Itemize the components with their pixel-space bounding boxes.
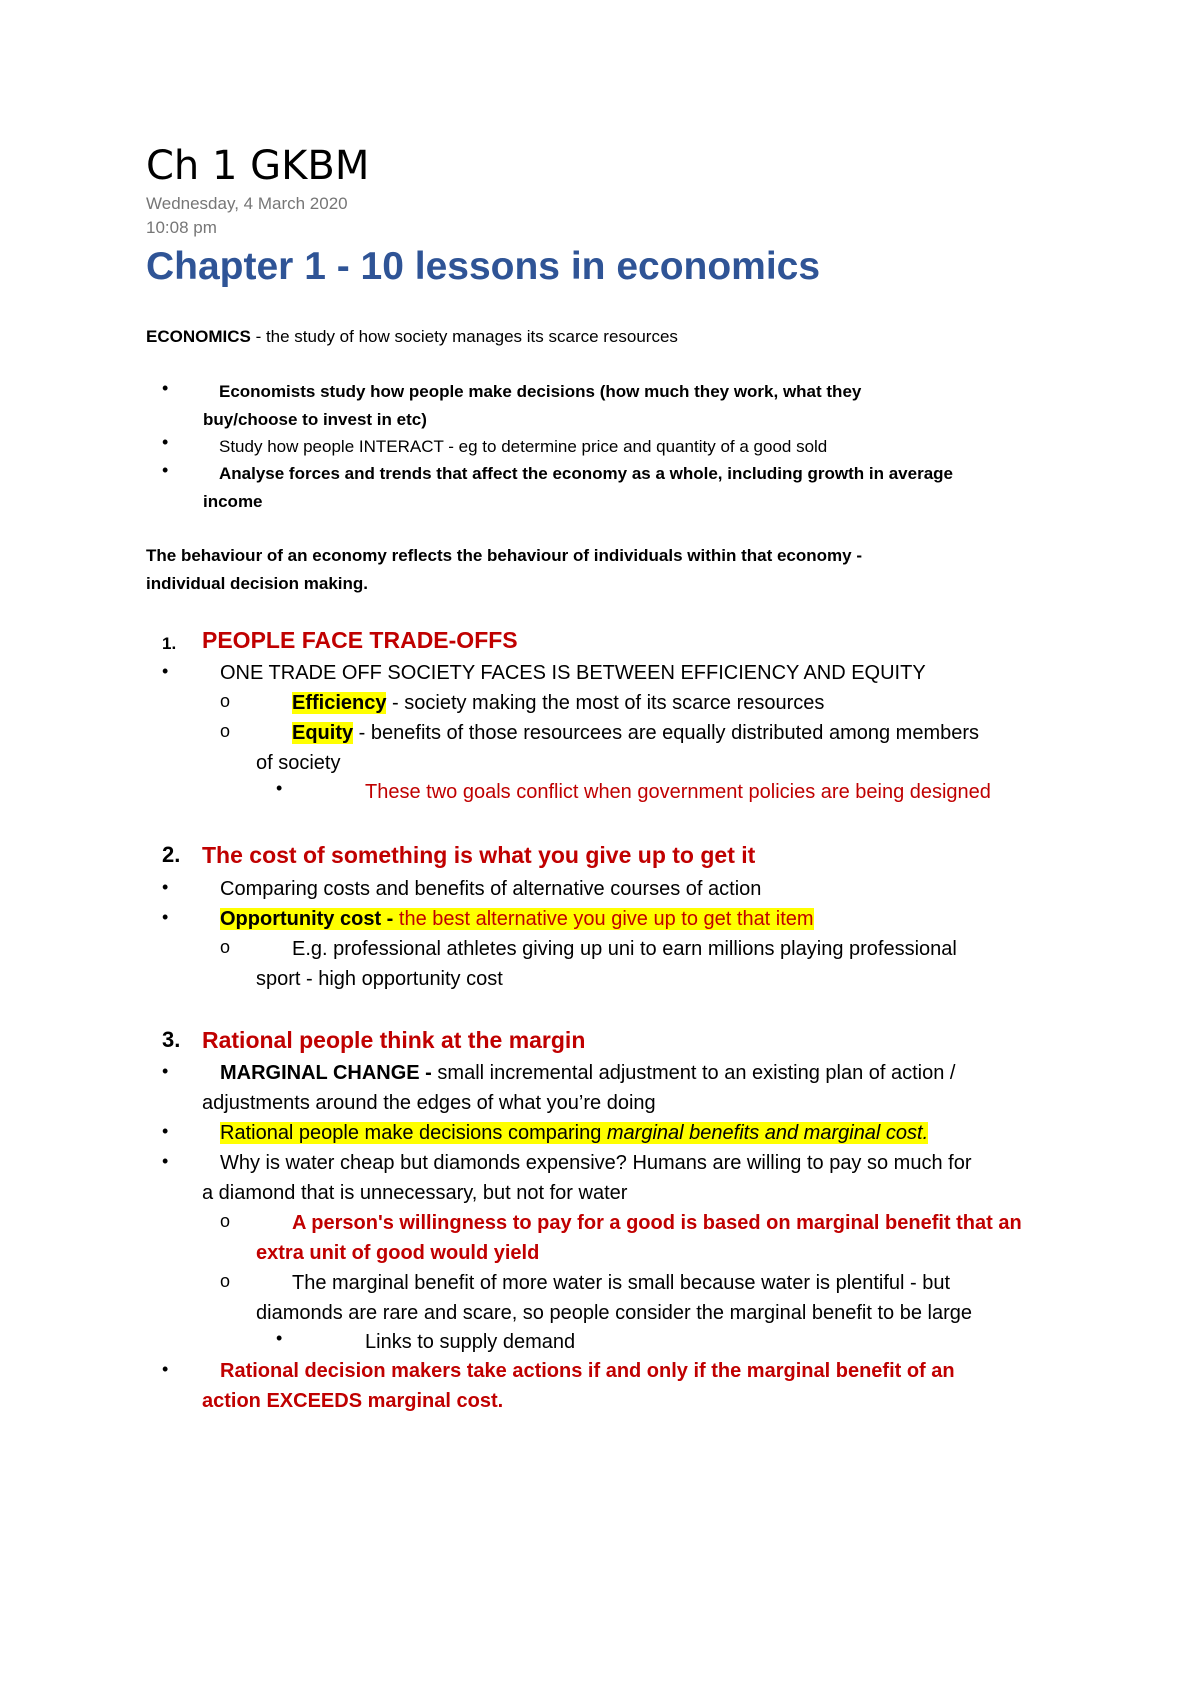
rational-text: Rational people make decisions comparing <box>220 1122 607 1144</box>
rational-italic-text: marginal benefits and marginal cost. <box>606 1122 929 1144</box>
summary-line: individual decision making. <box>146 574 368 593</box>
equity-term: Equity <box>292 722 354 744</box>
circle-bullet-icon: o <box>220 1271 231 1291</box>
bullet-icon: • <box>162 378 169 398</box>
list-item-continued: income <box>203 492 263 511</box>
list-item <box>220 1120 928 1146</box>
list-item-continued: action EXCEEDS marginal cost. <box>202 1390 504 1412</box>
bullet-icon: • <box>162 877 169 897</box>
bullet-icon: • <box>162 1061 169 1081</box>
circle-bullet-icon: o <box>220 691 231 711</box>
bullet-icon: • <box>162 432 169 452</box>
efficiency-definition: - society making the most of its scarce resources <box>386 692 825 714</box>
list-item <box>292 690 824 716</box>
list-item: ONE TRADE OFF SOCIETY FACES IS BETWEEN EFFICIENCY AND EQUITY <box>220 662 926 684</box>
list-item: The marginal benefit of more water is small because water is plentiful - but <box>292 1272 951 1294</box>
circle-bullet-icon: o <box>220 721 231 741</box>
list-item-continued: a diamond that is unnecessary, but not for water <box>202 1182 628 1204</box>
list-item: Comparing costs and benefits of alternative courses of action <box>220 878 762 900</box>
efficiency-term: Efficiency <box>292 692 387 714</box>
bullet-icon: • <box>276 1328 283 1348</box>
list-item: A person's willingness to pay for a good is based on marginal benefit that an <box>292 1212 1022 1234</box>
marginal-change-term: MARGINAL CHANGE - <box>220 1062 432 1084</box>
bullet-icon: • <box>162 1151 169 1171</box>
list-item-continued: extra unit of good would yield <box>256 1242 540 1264</box>
list-item-continued: buy/choose to invest in etc) <box>203 410 427 429</box>
list-item-continued: of society <box>256 752 341 774</box>
list-item: E.g. professional athletes giving up uni to earn millions playing professional <box>292 938 957 960</box>
list-item <box>220 1060 955 1086</box>
bullet-icon: • <box>162 907 169 927</box>
economics-definition <box>146 326 678 348</box>
list-item-continued: diamonds are rare and scare, so people consider the marginal benefit to be large <box>256 1302 972 1324</box>
list-item: Economists study how people make decisions (how much they work, what they <box>219 382 862 401</box>
list-item <box>292 720 979 746</box>
opportunity-cost-term: Opportunity cost - <box>220 908 394 930</box>
chapter-heading: Chapter 1 - 10 lessons in economics <box>146 245 821 288</box>
bullet-icon: • <box>162 661 169 681</box>
bullet-icon: • <box>162 1121 169 1141</box>
note-time: 10:08 pm <box>146 218 217 237</box>
section-title: PEOPLE FACE TRADE-OFFS <box>202 627 518 653</box>
summary-line: The behaviour of an economy reflects the behaviour of individuals within that economy - <box>146 546 862 565</box>
list-item: Why is water cheap but diamonds expensive? Humans are willing to pay so much for <box>220 1152 972 1174</box>
bullet-icon: • <box>162 1359 169 1379</box>
list-item-continued: adjustments around the edges of what you’re doing <box>202 1092 656 1114</box>
circle-bullet-icon: o <box>220 937 231 957</box>
definition-term: ECONOMICS <box>146 327 251 346</box>
list-item: Analyse forces and trends that affect the economy as a whole, including growth in average <box>219 464 954 483</box>
list-item: Study how people INTERACT - eg to determine price and quantity of a good sold <box>219 437 828 456</box>
list-item: Rational decision makers take actions if and only if the marginal benefit of an <box>220 1360 955 1382</box>
section-number: 1. <box>162 634 177 653</box>
marginal-change-definition: small incremental adjustment to an existing plan of action / <box>431 1062 956 1084</box>
list-item: Links to supply demand <box>365 1331 576 1353</box>
list-item-continued: sport - high opportunity cost <box>256 968 503 990</box>
circle-bullet-icon: o <box>220 1211 231 1231</box>
section-number: 2. <box>162 842 181 867</box>
section-number: 3. <box>162 1027 181 1052</box>
bullet-icon: • <box>162 460 169 480</box>
opportunity-cost-definition: the best alternative you give up to get that item <box>393 908 814 930</box>
section-title: Rational people think at the margin <box>202 1027 586 1053</box>
definition-text: - the study of how society manages its scarce resources <box>250 327 678 346</box>
note-title: Ch 1 GKBM <box>146 143 370 189</box>
list-item <box>220 906 814 932</box>
bullet-icon: • <box>276 778 283 798</box>
section-title: The cost of something is what you give up to get it <box>202 842 756 868</box>
equity-definition: - benefits of those resourcees are equally distributed among members <box>353 722 980 744</box>
list-item: These two goals conflict when government policies are being designed <box>365 781 991 803</box>
note-date: Wednesday, 4 March 2020 <box>146 194 348 213</box>
